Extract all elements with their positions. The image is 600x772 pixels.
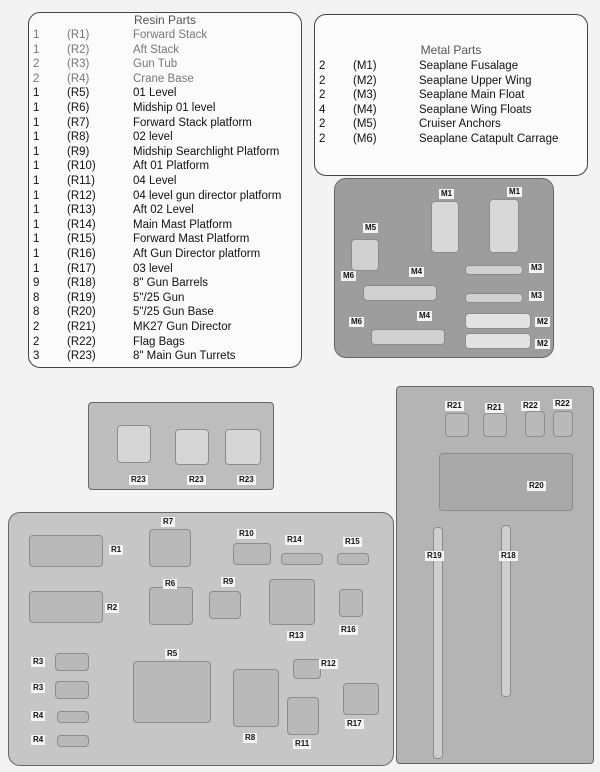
seaplane-fuselage-1 bbox=[431, 201, 459, 253]
resin-part-row bbox=[29, 218, 301, 233]
photo-label: M2 bbox=[537, 317, 549, 326]
photo-label: R23 bbox=[239, 475, 254, 484]
part-name: Seaplane Upper Wing bbox=[419, 74, 532, 87]
part-name: Midship Searchlight Platform bbox=[133, 145, 280, 158]
part-code: (R3) bbox=[67, 58, 90, 71]
part-qty: 1 bbox=[33, 160, 40, 173]
part-name: Cruiser Anchors bbox=[419, 118, 501, 131]
photo-label: R21 bbox=[487, 403, 502, 412]
resin-parts-box bbox=[28, 12, 302, 368]
part-code: (M5) bbox=[353, 118, 377, 131]
part-code: (R16) bbox=[67, 248, 96, 260]
metal-parts-photo bbox=[334, 178, 554, 358]
resin-parts-title: Resin Parts bbox=[133, 13, 197, 27]
resin-part-row bbox=[29, 247, 301, 262]
part-qty: 1 bbox=[33, 175, 40, 187]
part-name: Midship 01 level bbox=[133, 102, 216, 114]
part-qty: 2 bbox=[33, 335, 40, 348]
part-code: (R4) bbox=[67, 72, 90, 85]
photo-label: M6 bbox=[343, 271, 355, 280]
part-qty: 1 bbox=[33, 248, 40, 260]
guns-photo bbox=[396, 386, 594, 764]
part-code: (M1) bbox=[353, 60, 377, 72]
part-qty: 1 bbox=[33, 262, 40, 275]
part-name: 8" Gun Barrels bbox=[133, 277, 209, 290]
part-code: (R17) bbox=[67, 262, 96, 275]
part-qty: 4 bbox=[319, 103, 326, 116]
photo-label: R1 bbox=[111, 545, 122, 554]
part-code: (R18) bbox=[67, 277, 96, 290]
forward-stack bbox=[29, 535, 103, 567]
photo-label: R8 bbox=[245, 733, 256, 742]
photo-label: R18 bbox=[501, 551, 516, 560]
photo-label: R6 bbox=[165, 579, 176, 588]
part-code: (R5) bbox=[67, 87, 90, 100]
part-code: (R12) bbox=[67, 189, 96, 202]
photo-label: R3 bbox=[33, 683, 44, 692]
part-qty: 1 bbox=[33, 145, 40, 158]
part-code: (R2) bbox=[67, 43, 90, 56]
02-level bbox=[233, 669, 279, 727]
crane-base-2 bbox=[57, 735, 89, 747]
part-qty: 1 bbox=[33, 29, 40, 41]
gun-tub-2 bbox=[55, 681, 89, 699]
part-qty: 2 bbox=[319, 118, 326, 131]
photo-label: M1 bbox=[509, 187, 521, 196]
cruiser-anchor bbox=[351, 239, 379, 271]
resin-part-row bbox=[29, 291, 301, 306]
metal-part-row bbox=[315, 74, 587, 89]
midship-01-level bbox=[149, 587, 193, 625]
metal-part-row bbox=[315, 88, 587, 103]
part-qty: 1 bbox=[33, 43, 40, 56]
midship-searchlight bbox=[209, 591, 241, 619]
03-level bbox=[343, 683, 379, 715]
resin-part-row bbox=[29, 232, 301, 247]
part-code: (R22) bbox=[67, 335, 96, 348]
photo-label: R19 bbox=[427, 551, 442, 560]
photo-label: R23 bbox=[189, 475, 204, 484]
forward-mast-platform bbox=[337, 553, 369, 565]
photo-label: R11 bbox=[295, 739, 310, 748]
part-name: Aft 02 Level bbox=[133, 204, 194, 217]
part-qty: 1 bbox=[33, 189, 40, 202]
main-mast-platform bbox=[281, 553, 323, 565]
part-name: Forward Stack platform bbox=[133, 116, 252, 129]
metal-parts-title: Metal Parts bbox=[420, 43, 482, 57]
04-level-gun-director bbox=[293, 659, 321, 679]
part-name: Aft 01 Platform bbox=[133, 160, 210, 173]
resin-parts-photo bbox=[8, 512, 394, 766]
resin-part-row bbox=[29, 349, 301, 364]
photo-label: R12 bbox=[321, 659, 336, 668]
resin-part-row bbox=[29, 320, 301, 335]
gun-sprue bbox=[433, 527, 443, 759]
part-name: MK27 Gun Director bbox=[133, 321, 232, 333]
04-level bbox=[287, 697, 319, 735]
photo-label: R10 bbox=[239, 529, 254, 538]
part-code: (M2) bbox=[353, 74, 377, 87]
gun-tub-1 bbox=[55, 653, 89, 671]
resin-part-row bbox=[29, 189, 301, 204]
part-name: Main Mast Platform bbox=[133, 218, 233, 231]
part-qty: 1 bbox=[33, 102, 40, 114]
photo-label: R17 bbox=[347, 719, 362, 728]
photo-label: R21 bbox=[447, 401, 462, 410]
gun-bases bbox=[439, 453, 573, 511]
part-code: (R19) bbox=[67, 291, 96, 304]
photo-label: R5 bbox=[167, 649, 178, 658]
turret-1 bbox=[117, 425, 151, 463]
part-qty: 2 bbox=[319, 74, 326, 87]
resin-part-row bbox=[29, 262, 301, 277]
part-name: 5"/25 Gun bbox=[133, 291, 185, 304]
part-name: Flag Bags bbox=[133, 335, 185, 348]
part-name: Aft Stack bbox=[133, 43, 180, 56]
photo-label: R4 bbox=[33, 711, 44, 720]
photo-label: R22 bbox=[555, 399, 570, 408]
turret-2 bbox=[175, 429, 209, 465]
aft-stack bbox=[29, 591, 103, 623]
part-code: (R23) bbox=[67, 350, 96, 363]
part-name: 02 level bbox=[133, 131, 173, 144]
resin-part-row bbox=[29, 116, 301, 131]
resin-part-row bbox=[29, 145, 301, 160]
part-code: (R11) bbox=[67, 175, 95, 187]
part-qty: 2 bbox=[319, 133, 326, 145]
part-code: (R14) bbox=[67, 218, 96, 231]
part-qty: 2 bbox=[319, 60, 326, 72]
photo-label: R4 bbox=[33, 735, 44, 744]
resin-part-row bbox=[29, 72, 301, 87]
gun-director-1 bbox=[445, 413, 469, 437]
photo-label: R23 bbox=[131, 475, 146, 484]
part-code: (R8) bbox=[67, 131, 90, 144]
part-code: (R21) bbox=[67, 321, 96, 333]
part-qty: 2 bbox=[33, 72, 40, 85]
metal-part-row bbox=[315, 117, 587, 132]
photo-label: R3 bbox=[33, 657, 44, 666]
resin-part-row bbox=[29, 130, 301, 145]
part-name: Forward Mast Platform bbox=[133, 233, 250, 246]
upper-wing-1 bbox=[465, 313, 531, 329]
resin-part-row bbox=[29, 305, 301, 320]
photo-label: M2 bbox=[537, 339, 549, 348]
resin-part-row bbox=[29, 159, 301, 174]
part-qty: 1 bbox=[33, 233, 40, 246]
photo-label: M3 bbox=[531, 291, 543, 300]
part-qty: 1 bbox=[33, 116, 40, 129]
resin-part-row bbox=[29, 174, 301, 189]
part-name: 5"/25 Gun Base bbox=[133, 306, 214, 319]
seaplane-fuselage-2 bbox=[489, 199, 519, 253]
part-qty: 1 bbox=[33, 218, 40, 231]
part-code: (R1) bbox=[67, 29, 90, 41]
part-name: Aft Gun Director platform bbox=[133, 248, 261, 260]
part-code: (R10) bbox=[67, 160, 96, 173]
turrets-photo bbox=[88, 402, 274, 490]
part-code: (M6) bbox=[353, 133, 377, 145]
part-name: 01 Level bbox=[133, 87, 177, 100]
part-name: 8" Main Gun Turrets bbox=[133, 350, 236, 363]
catapult-1 bbox=[363, 285, 437, 301]
part-code: (R15) bbox=[67, 233, 96, 246]
flag-bag-1 bbox=[525, 411, 545, 437]
photo-label: R7 bbox=[163, 517, 174, 526]
resin-part-row bbox=[29, 57, 301, 72]
resin-part-row bbox=[29, 43, 301, 58]
crane-base-1 bbox=[57, 711, 89, 723]
part-code: (R20) bbox=[67, 306, 96, 319]
photo-label: M4 bbox=[419, 311, 431, 320]
photo-label: R13 bbox=[289, 631, 304, 640]
part-qty: 8 bbox=[33, 306, 40, 319]
metal-part-row bbox=[315, 132, 587, 147]
upper-wing-2 bbox=[465, 333, 531, 349]
resin-part-row bbox=[29, 86, 301, 101]
part-code: (M3) bbox=[353, 89, 377, 102]
photo-label: M5 bbox=[365, 223, 377, 232]
metal-part-row bbox=[315, 103, 587, 118]
part-qty: 1 bbox=[33, 131, 40, 144]
photo-label: R22 bbox=[523, 401, 538, 410]
resin-part-row bbox=[29, 335, 301, 350]
part-qty: 3 bbox=[33, 350, 40, 363]
flag-bag-2 bbox=[553, 411, 573, 437]
metal-parts-box bbox=[314, 14, 588, 176]
part-name: Gun Tub bbox=[133, 58, 178, 71]
photo-label: R14 bbox=[287, 535, 302, 544]
aft-gun-director-platform bbox=[339, 589, 363, 617]
part-qty: 1 bbox=[33, 204, 40, 217]
part-name: Seaplane Main Float bbox=[419, 89, 525, 102]
resin-part-row bbox=[29, 101, 301, 116]
resin-part-row bbox=[29, 203, 301, 218]
part-qty: 2 bbox=[319, 89, 326, 102]
part-name: Seaplane Catapult Carrage bbox=[419, 133, 559, 145]
01-level bbox=[133, 661, 211, 723]
part-code: (M4) bbox=[353, 103, 377, 116]
photo-label: R9 bbox=[223, 577, 234, 586]
photo-label: R16 bbox=[341, 625, 356, 634]
gun-director-2 bbox=[483, 413, 507, 437]
main-float-1 bbox=[465, 265, 523, 275]
photo-label: R2 bbox=[107, 603, 118, 612]
main-float-2 bbox=[465, 293, 523, 303]
photo-label: R20 bbox=[529, 481, 544, 490]
photo-label: R15 bbox=[345, 537, 360, 546]
part-name: Forward Stack bbox=[133, 29, 208, 41]
part-name: Crane Base bbox=[133, 72, 194, 85]
photo-label: M4 bbox=[411, 267, 423, 276]
part-code: (R6) bbox=[67, 102, 90, 114]
part-qty: 2 bbox=[33, 321, 40, 333]
part-code: (R13) bbox=[67, 204, 96, 217]
part-name: 03 level bbox=[133, 262, 173, 275]
photo-label: M6 bbox=[351, 317, 363, 326]
metal-part-row bbox=[315, 59, 587, 74]
part-qty: 8 bbox=[33, 291, 40, 304]
aft-01-platform bbox=[233, 543, 271, 565]
part-name: Seaplane Wing Floats bbox=[419, 103, 532, 116]
part-code: (R7) bbox=[67, 116, 90, 129]
part-name: 04 level gun director platform bbox=[133, 189, 282, 202]
part-name: 04 Level bbox=[133, 175, 177, 187]
part-code: (R9) bbox=[67, 145, 90, 158]
forward-stack-platform bbox=[149, 529, 191, 567]
catapult-2 bbox=[371, 329, 445, 345]
turret-3 bbox=[225, 429, 261, 465]
resin-part-row bbox=[29, 276, 301, 291]
photo-label: M3 bbox=[531, 263, 543, 272]
part-name: Seaplane Fusalage bbox=[419, 60, 519, 72]
part-qty: 2 bbox=[33, 58, 40, 71]
part-qty: 1 bbox=[33, 87, 40, 100]
part-qty: 9 bbox=[33, 277, 40, 290]
photo-label: M1 bbox=[441, 189, 453, 198]
resin-part-row bbox=[29, 28, 301, 43]
aft-02-level bbox=[269, 579, 315, 625]
